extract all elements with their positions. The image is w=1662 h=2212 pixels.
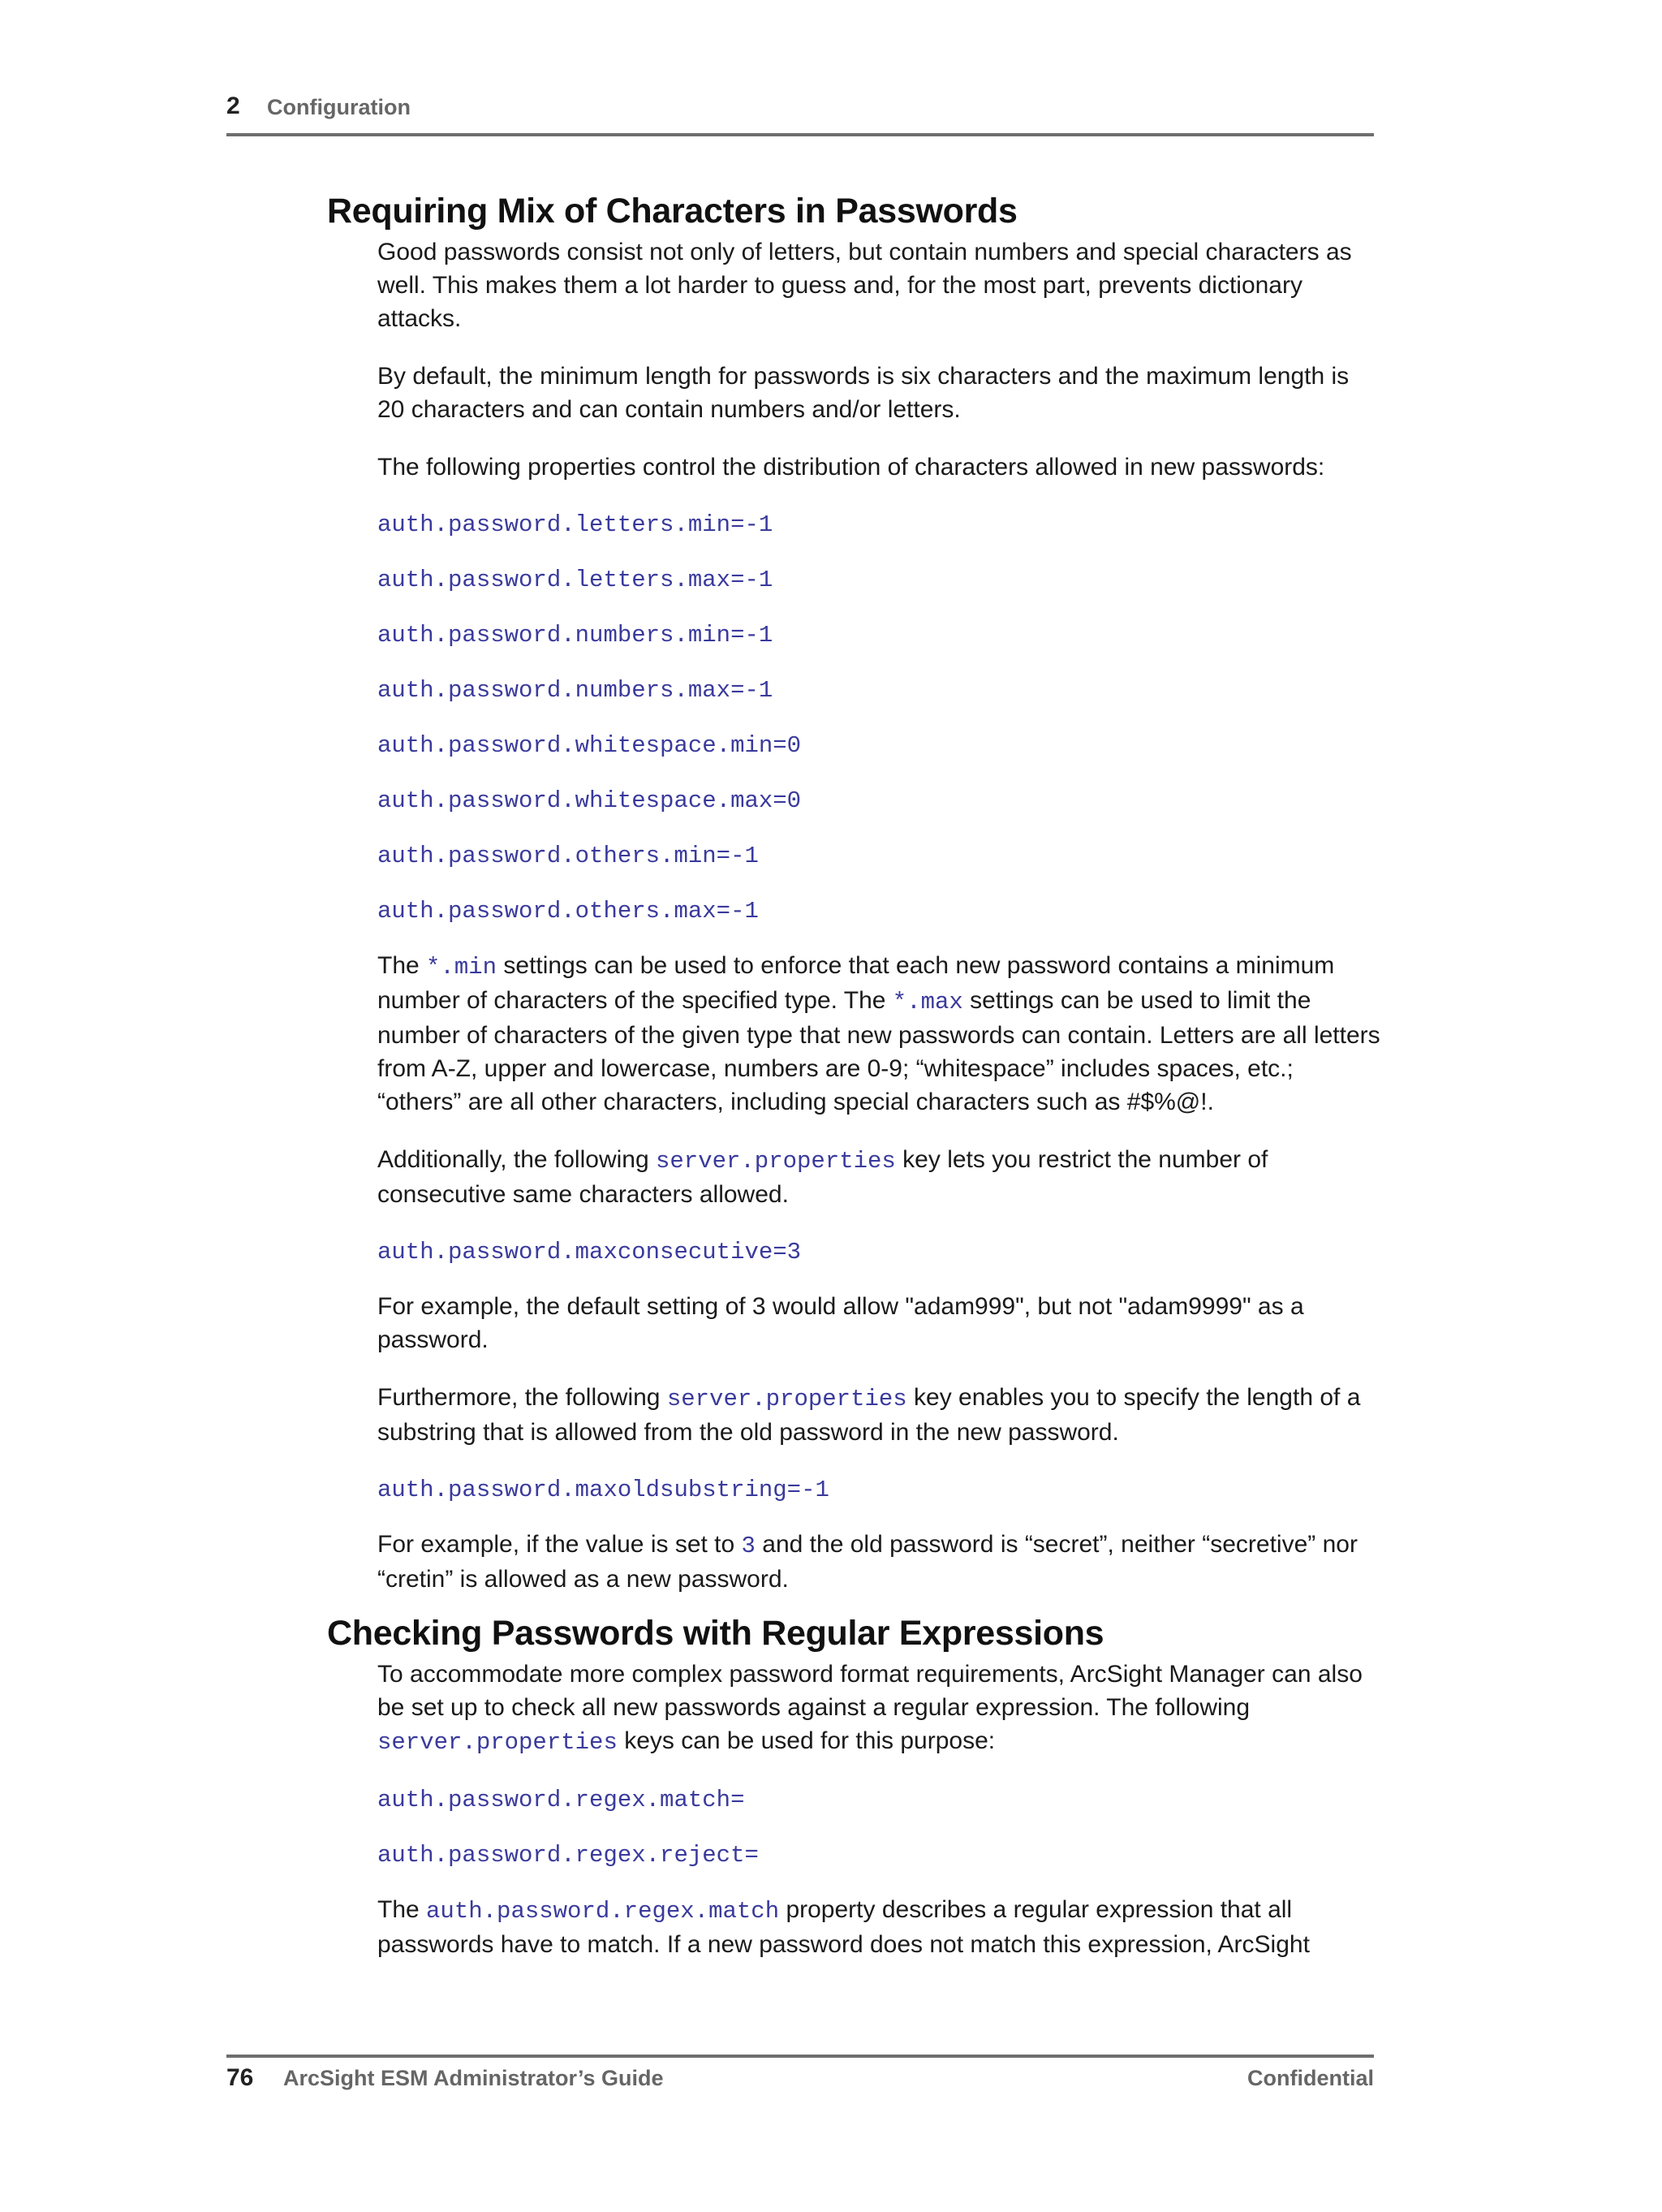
paragraph: Furthermore, the following server.properties key enables you to specify the length of a substring that is allowed from the old password in the new password.: [377, 1384, 1361, 1446]
page-number: 76: [226, 2064, 254, 2091]
inline-code: auth.password.regex.match: [426, 1898, 780, 1925]
page-content: [327, 187, 1382, 1961]
property-list: [377, 1783, 1382, 1872]
paragraph: Good passwords consist not only of letters, but contain numbers and special characters as well. This makes them a lot harder to guess and, for the most part, prevents dictionary attacks.: [377, 239, 1352, 332]
inline-code: server.properties: [377, 1729, 618, 1756]
chapter-number: 2: [226, 93, 240, 119]
paragraph: For example, the default setting of 3 would allow "adam999", but not "adam9999" as a password.: [377, 1293, 1304, 1353]
section-body-regex: [377, 1658, 1382, 1961]
inline-code: 3: [741, 1533, 756, 1559]
property-line: auth.password.whitespace.max=0: [377, 787, 802, 814]
inline-code: server.properties: [666, 1386, 907, 1412]
paragraph: By default, the minimum length for passwords is six characters and the maximum length is 20 characters and can contain numbers and/or letters.: [377, 363, 1350, 423]
inline-code: *.min: [426, 954, 497, 981]
book-title: ArcSight ESM Administrator’s Guide: [283, 2066, 664, 2090]
property-line: auth.password.maxoldsubstring=-1: [377, 1477, 829, 1503]
page-header: [226, 93, 1374, 136]
property-line: auth.password.numbers.min=-1: [377, 622, 773, 649]
property-line: auth.password.regex.reject=: [377, 1842, 759, 1869]
inline-code: *.max: [892, 989, 963, 1015]
page-footer: [226, 2055, 1374, 2098]
paragraph: The following properties control the distribution of characters allowed in new passwords:: [377, 454, 1325, 481]
paragraph: To accommodate more complex password format requirements, ArcSight Manager can also be set up to check all new passwords against a regular expression. The following server.properties keys can be used for this purpose:: [377, 1661, 1363, 1756]
section-title-password-mix: Requiring Mix of Characters in Passwords: [327, 192, 1018, 231]
property-line: auth.password.letters.min=-1: [377, 511, 773, 538]
property-line: auth.password.whitespace.min=0: [377, 732, 802, 759]
property-line: auth.password.others.min=-1: [377, 843, 759, 869]
paragraph: The *.min settings can be used to enforce that each new password contains a minimum number of characters of the specified type. The *.max settings can be used to limit the number of characters of the given type that new passwords can contain. Letters are all letters from A-Z, upper and lowercase, numbers are 0-9; “whitespace” includes spaces, etc.; “others” are all other characters, including special characters such as #$%@!.: [377, 952, 1380, 1115]
paragraph: For example, if the value is set to 3 and the old password is “secret”, neither “secretive” nor “cretin” is allowed as a new password.: [377, 1531, 1358, 1593]
paragraph: The auth.password.regex.match property describes a regular expression that all passwords have to match. If a new password does not match this expression, ArcSight: [377, 1896, 1310, 1958]
property-line: auth.password.letters.max=-1: [377, 567, 773, 593]
property-line: auth.password.regex.match=: [377, 1787, 745, 1813]
section-body-password-mix: [377, 235, 1382, 1596]
section-title-regex: Checking Passwords with Regular Expressions: [327, 1614, 1104, 1653]
confidential-label: Confidential: [1247, 2066, 1374, 2090]
inline-code: server.properties: [655, 1148, 896, 1175]
paragraph: Additionally, the following server.properties key lets you restrict the number of consecutive same characters allowed.: [377, 1146, 1268, 1208]
property-list: [377, 508, 1382, 928]
property-line: auth.password.others.max=-1: [377, 898, 759, 925]
property-line: auth.password.numbers.max=-1: [377, 677, 773, 704]
chapter-title: Configuration: [267, 95, 411, 119]
property-line: auth.password.maxconsecutive=3: [377, 1239, 802, 1266]
